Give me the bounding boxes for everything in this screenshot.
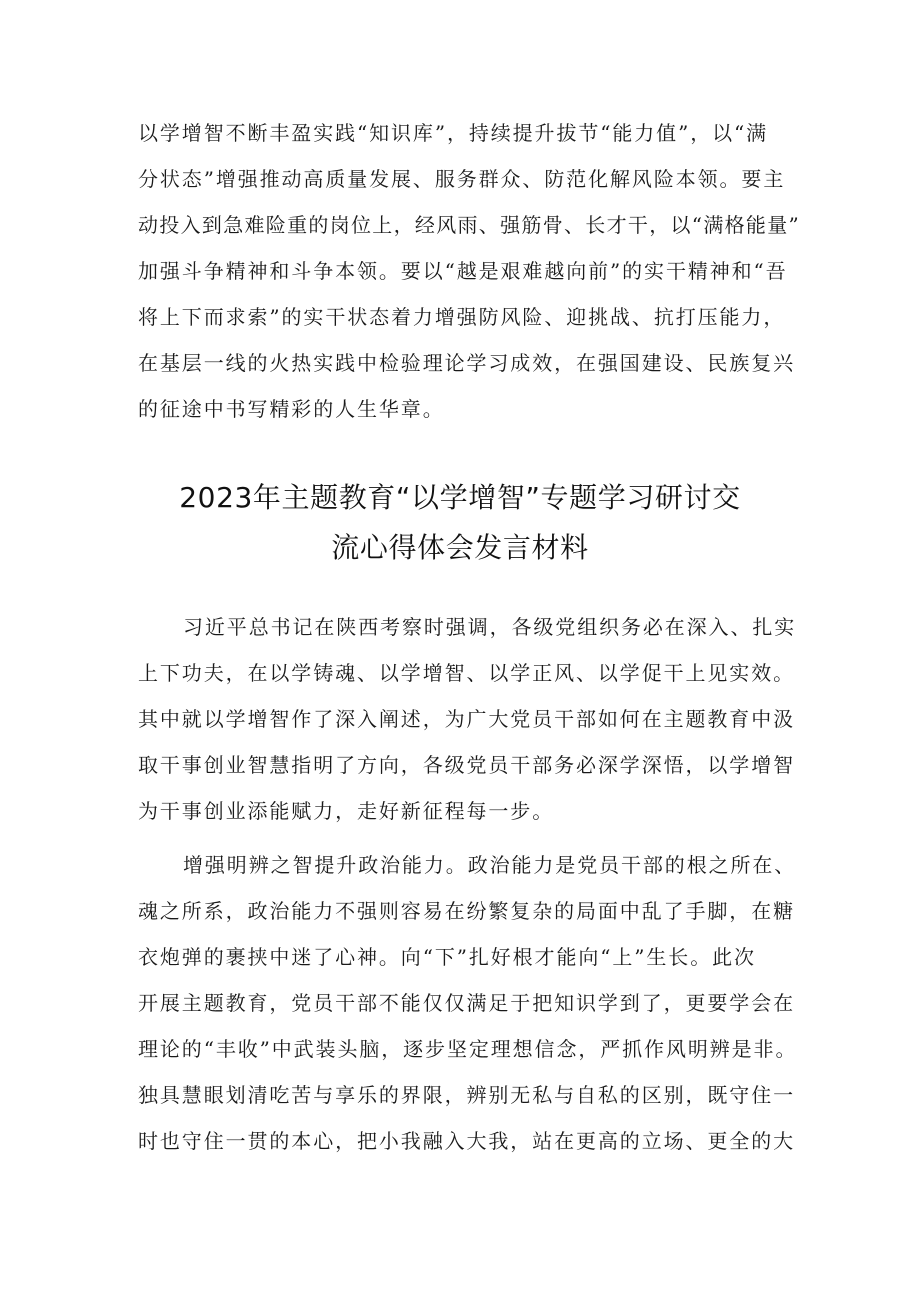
- document-title-line-2: 流心得体会发言材料: [331, 531, 589, 564]
- paragraph1-line-5: 为干事创业添能赋力，走好新征程每一步。: [138, 799, 555, 823]
- paragraph2-line-6: 独具慧眼划清吃苦与享乐的界限，辨别无私与自私的区别，既守住一: [138, 1083, 795, 1107]
- continuation-line-1: 以学增智不断丰盈实践“知识库”，持续提升拔节“能力值”，以“满: [138, 121, 769, 145]
- paragraph2-line-5: 理论的“丰收”中武装头脑，逐步坚定理想信念，严抓作风明辨是非。: [138, 1037, 798, 1061]
- paragraph1-line-4: 取干事创业智慧指明了方向，各级党员干部务必深学深悟，以学增智: [138, 753, 795, 777]
- continuation-line-4: 加强斗争精神和斗争本领。要以“越是艰难越向前”的实干精神和“吾: [138, 259, 788, 283]
- paragraph2-line-1: 增强明辨之智提升政治能力。政治能力是党员干部的根之所在、: [183, 853, 797, 877]
- continuation-line-6: 在基层一线的火热实践中检验理论学习成效，在强国建设、民族复兴: [138, 351, 795, 375]
- paragraph2-line-2: 魂之所系，政治能力不强则容易在纷繁复杂的局面中乱了手脚，在糖: [138, 899, 795, 923]
- paragraph2-line-7: 时也守住一贯的本心，把小我融入大我，站在更高的立场、更全的大: [138, 1129, 795, 1153]
- paragraph1-line-2: 上下功夫，在以学铸魂、以学增智、以学正风、以学促干上见实效。: [138, 661, 795, 685]
- paragraph2-line-4: 开展主题教育，党员干部不能仅仅满足于把知识学到了，更要学会在: [138, 991, 795, 1015]
- paragraph2-line-3: 衣炮弹的裹挟中迷了心神。向“下”扎好根才能向“上”生长。此次: [138, 945, 756, 969]
- document-title-line-1: 2023年主题教育“以学增智”专题学习研讨交: [179, 481, 741, 514]
- continuation-line-5: 将上下而求索”的实干状态着力增强防风险、迎挑战、抗打压能力，: [138, 305, 786, 329]
- continuation-line-2: 分状态”增强推动高质量发展、服务群众、防范化解风险本领。要主: [138, 167, 786, 191]
- continuation-line-3: 动投入到急难险重的岗位上，经风雨、强筋骨、长才干，以“满格能量”: [138, 213, 801, 237]
- continuation-line-7: 的征途中书写精彩的人生华章。: [138, 397, 445, 421]
- paragraph1-line-1: 习近平总书记在陕西考察时强调，各级党组织务必在深入、扎实: [183, 615, 797, 639]
- paragraph1-line-3: 其中就以学增智作了深入阐述，为广大党员干部如何在主题教育中汲: [138, 707, 795, 731]
